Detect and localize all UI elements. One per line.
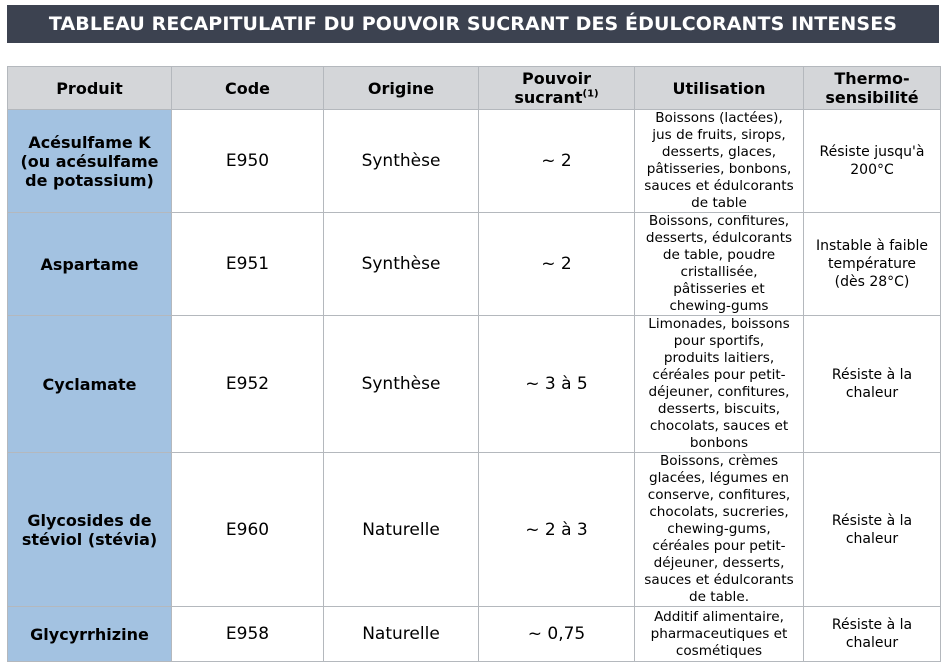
cell-produit — [8, 607, 172, 662]
utilisation-line: Boissons, confitures, — [648, 213, 790, 229]
utilisation-line: cosmétiques — [675, 642, 763, 659]
utilisation-line: de table — [691, 195, 747, 211]
cell-utilisation — [635, 213, 804, 316]
cell-utilisation — [635, 453, 804, 607]
table-row — [8, 453, 941, 607]
cell-produit — [8, 213, 172, 316]
produit-line: Glycyrrhizine — [30, 624, 149, 644]
thermo-line: température — [828, 256, 916, 272]
thermo-line: (dès 28°C) — [834, 274, 910, 290]
summary-table — [7, 66, 941, 662]
footnote-marker: (1) — [582, 88, 599, 100]
utilisation-line: de table. — [688, 589, 750, 605]
cell-utilisation — [635, 607, 804, 662]
page-title: TABLEAU RECAPITULATIF DU POUVOIR SUCRANT DES ÉDULCORANTS INTENSES — [7, 5, 939, 43]
cell-origine: Naturelle — [324, 453, 479, 607]
header-pouvoir-line2: sucrant — [514, 88, 583, 107]
produit-line: de potassium) — [25, 170, 154, 190]
utilisation-line: sauces et édulcorants — [644, 178, 794, 194]
header-origine: Origine — [324, 67, 479, 110]
cell-code: E952 — [172, 316, 324, 453]
produit-line: stéviol (stévia) — [21, 529, 158, 549]
header-thermo-line2: sensibilité — [825, 88, 919, 107]
cell-pouvoir-sucrant: ~ 2 à 3 — [479, 453, 635, 607]
utilisation-line: pour sportifs, — [673, 333, 765, 349]
cell-thermo-sensibilite — [804, 607, 941, 662]
utilisation-line: pâtisseries, bonbons, — [646, 161, 792, 177]
produit-line: Glycosides de — [27, 510, 152, 530]
cell-code: E951 — [172, 213, 324, 316]
header-code: Code — [172, 67, 324, 110]
cell-code: E958 — [172, 607, 324, 662]
table-row — [8, 607, 941, 662]
thermo-line: chaleur — [845, 530, 899, 547]
utilisation-line: déjeuner, desserts, — [653, 555, 785, 571]
thermo-line: Résiste jusqu'à — [819, 144, 925, 160]
header-produit: Produit — [8, 67, 172, 110]
cell-utilisation — [635, 110, 804, 213]
utilisation-line: chewing-gums — [669, 298, 769, 314]
utilisation-line: desserts, biscuits, — [657, 401, 781, 417]
table-header-row — [8, 67, 941, 110]
cell-pouvoir-sucrant: ~ 2 — [479, 110, 635, 213]
utilisation-line: cristallisée, — [680, 264, 758, 280]
utilisation-line: Additif alimentaire, — [654, 608, 784, 625]
thermo-line: Résiste à la — [831, 617, 913, 633]
utilisation-line: conserve, confitures, — [647, 487, 791, 503]
cell-origine: Naturelle — [324, 607, 479, 662]
produit-line: (ou acésulfame — [20, 151, 159, 171]
thermo-line: chaleur — [845, 385, 899, 401]
utilisation-line: Boissons, crèmes — [659, 453, 779, 469]
utilisation-line: Limonades, boissons — [648, 316, 790, 332]
cell-origine: Synthèse — [324, 110, 479, 213]
cell-thermo-sensibilite — [804, 213, 941, 316]
cell-thermo-sensibilite — [804, 316, 941, 453]
table-row — [8, 316, 941, 453]
cell-utilisation — [635, 316, 804, 453]
utilisation-line: déjeuner, confitures, — [648, 384, 790, 400]
utilisation-line: produits laitiers, — [663, 350, 775, 366]
utilisation-line: céréales pour petit- — [652, 538, 786, 554]
produit-line: Aspartame — [40, 254, 139, 274]
thermo-line: 200°C — [850, 162, 894, 178]
header-thermo-sensibilite — [804, 67, 941, 110]
cell-origine: Synthèse — [324, 213, 479, 316]
cell-code: E960 — [172, 453, 324, 607]
cell-origine: Synthèse — [324, 316, 479, 453]
utilisation-line: chewing-gums, — [667, 521, 771, 537]
cell-produit — [8, 316, 172, 453]
header-pouvoir-sucrant — [479, 67, 635, 110]
utilisation-line: Boissons (lactées), — [655, 110, 783, 126]
utilisation-line: bonbons — [689, 435, 749, 451]
produit-line: Cyclamate — [42, 374, 137, 394]
utilisation-line: pharmaceutiques et — [650, 625, 788, 642]
cell-produit — [8, 110, 172, 213]
table-row — [8, 110, 941, 213]
utilisation-line: pâtisseries et — [673, 281, 765, 297]
cell-pouvoir-sucrant: ~ 2 — [479, 213, 635, 316]
thermo-line: Instable à faible — [815, 238, 929, 254]
utilisation-line: chocolats, sauces et — [649, 418, 789, 434]
utilisation-line: chocolats, sucreries, — [649, 504, 789, 520]
thermo-line: Résiste à la — [831, 367, 913, 383]
produit-line: Acésulfame K — [28, 132, 151, 152]
header-pouvoir-line1: Pouvoir — [522, 69, 591, 88]
utilisation-line: desserts, glaces, — [661, 144, 777, 160]
cell-thermo-sensibilite — [804, 110, 941, 213]
table-row — [8, 213, 941, 316]
utilisation-line: de table, poudre — [662, 247, 776, 263]
thermo-line: chaleur — [845, 635, 899, 651]
header-utilisation: Utilisation — [635, 67, 804, 110]
header-thermo-line1: Thermo- — [834, 69, 910, 88]
cell-thermo-sensibilite — [804, 453, 941, 607]
utilisation-line: sauces et édulcorants — [644, 572, 794, 588]
cell-code: E950 — [172, 110, 324, 213]
thermo-line: Résiste à la — [831, 512, 913, 529]
cell-pouvoir-sucrant: ~ 3 à 5 — [479, 316, 635, 453]
utilisation-line: glacées, légumes en — [648, 470, 790, 486]
utilisation-line: desserts, édulcorants — [645, 230, 793, 246]
cell-pouvoir-sucrant: ~ 0,75 — [479, 607, 635, 662]
utilisation-line: céréales pour petit- — [652, 367, 786, 383]
cell-produit — [8, 453, 172, 607]
utilisation-line: jus de fruits, sirops, — [652, 127, 786, 143]
